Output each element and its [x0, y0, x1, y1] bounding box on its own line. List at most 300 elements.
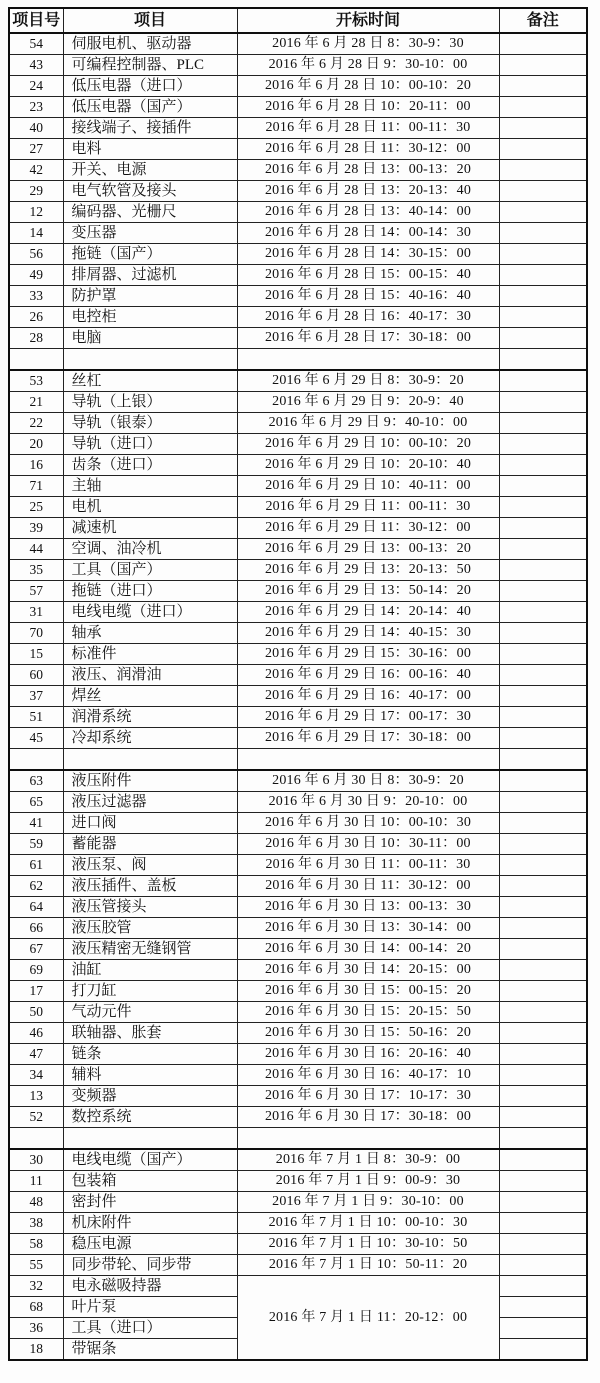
time-cell: 2016 年 6 月 30 日 16：40-17：10	[237, 1065, 499, 1086]
item-no-cell: 48	[9, 1192, 63, 1213]
table-row	[9, 623, 587, 644]
remark-cell	[499, 413, 587, 434]
time-cell: 2016 年 6 月 29 日 11：00-11：30	[237, 497, 499, 518]
remark-cell	[499, 518, 587, 539]
table-row	[9, 97, 587, 118]
item-no-cell: 47	[9, 1044, 63, 1065]
remark-cell	[499, 855, 587, 876]
time-cell: 2016 年 6 月 28 日 10：20-11：00	[237, 97, 499, 118]
remark-cell	[499, 1213, 587, 1234]
item-no-cell: 29	[9, 181, 63, 202]
time-cell: 2016 年 6 月 30 日 17：10-17：30	[237, 1086, 499, 1107]
time-cell: 2016 年 6 月 30 日 14：00-14：20	[237, 939, 499, 960]
remark-cell	[499, 602, 587, 623]
remark-cell	[499, 644, 587, 665]
time-cell: 2016 年 6 月 30 日 10：30-11：00	[237, 834, 499, 855]
item-name-cell: 密封件	[63, 1192, 237, 1213]
table-row	[9, 476, 587, 497]
time-cell: 2016 年 6 月 28 日 15：40-16：40	[237, 286, 499, 307]
table-row	[9, 939, 587, 960]
table-row	[9, 834, 587, 855]
remark-cell	[499, 1297, 587, 1318]
item-no-cell: 45	[9, 728, 63, 749]
table-row	[9, 328, 587, 349]
item-no-cell: 43	[9, 55, 63, 76]
item-no-cell: 69	[9, 960, 63, 981]
item-no-cell: 24	[9, 76, 63, 97]
item-name-cell: 电永磁吸持器	[63, 1276, 237, 1297]
time-cell: 2016 年 6 月 29 日 17：30-18：00	[237, 728, 499, 749]
item-name-cell: 液压管接头	[63, 897, 237, 918]
remark-cell	[499, 76, 587, 97]
table-row	[9, 813, 587, 834]
item-name-cell: 液压插件、盖板	[63, 876, 237, 897]
remark-cell	[499, 286, 587, 307]
item-no-cell: 61	[9, 855, 63, 876]
remark-cell	[499, 181, 587, 202]
time-cell: 2016 年 6 月 30 日 11：00-11：30	[237, 855, 499, 876]
separator-row	[9, 749, 587, 771]
item-no-cell: 30	[9, 1149, 63, 1171]
time-cell: 2016 年 6 月 30 日 16：20-16：40	[237, 1044, 499, 1065]
bid-schedule-table	[8, 7, 588, 1361]
item-name-cell: 工具（进口）	[63, 1318, 237, 1339]
time-cell: 2016 年 6 月 28 日 10：00-10：20	[237, 76, 499, 97]
item-no-cell: 14	[9, 223, 63, 244]
item-name-cell: 液压、润滑油	[63, 665, 237, 686]
item-name-cell: 包装箱	[63, 1171, 237, 1192]
item-name-cell: 焊丝	[63, 686, 237, 707]
item-name-cell: 接线端子、接插件	[63, 118, 237, 139]
time-cell: 2016 年 7 月 1 日 9：30-10：00	[237, 1192, 499, 1213]
item-cell	[63, 1128, 237, 1150]
remark-cell	[499, 328, 587, 349]
remark-cell	[499, 118, 587, 139]
item-name-cell: 液压过滤器	[63, 792, 237, 813]
remark-cell	[499, 665, 587, 686]
item-no-cell: 11	[9, 1171, 63, 1192]
table-row	[9, 497, 587, 518]
remark-cell	[499, 1192, 587, 1213]
table-row	[9, 728, 587, 749]
time-cell: 2016 年 6 月 29 日 10：00-10：20	[237, 434, 499, 455]
table-row	[9, 413, 587, 434]
remark-cell	[499, 1318, 587, 1339]
item-no-cell: 28	[9, 328, 63, 349]
time-cell: 2016 年 6 月 29 日 16：40-17：00	[237, 686, 499, 707]
item-name-cell: 稳压电源	[63, 1234, 237, 1255]
table-row	[9, 1171, 587, 1192]
item-no-cell: 49	[9, 265, 63, 286]
time-cell	[237, 1128, 499, 1150]
remark-cell	[499, 1086, 587, 1107]
remark-cell	[499, 392, 587, 413]
table-body	[9, 33, 587, 1360]
remark-cell	[499, 202, 587, 223]
table-row	[9, 434, 587, 455]
table-row	[9, 1107, 587, 1128]
time-cell: 2016 年 7 月 1 日 10：00-10：30	[237, 1213, 499, 1234]
item-name-cell: 齿条（进口）	[63, 455, 237, 476]
item-name-cell: 液压胶管	[63, 918, 237, 939]
header-item: 项目	[63, 8, 237, 33]
table-row	[9, 76, 587, 97]
item-name-cell: 油缸	[63, 960, 237, 981]
remark-cell	[499, 1339, 587, 1361]
time-cell: 2016 年 6 月 30 日 14：20-15：00	[237, 960, 499, 981]
item-name-cell: 液压泵、阀	[63, 855, 237, 876]
time-cell: 2016 年 6 月 28 日 14：00-14：30	[237, 223, 499, 244]
remark-cell	[499, 897, 587, 918]
item-name-cell: 导轨（进口）	[63, 434, 237, 455]
time-cell: 2016 年 6 月 28 日 15：00-15：40	[237, 265, 499, 286]
item-no-cell: 37	[9, 686, 63, 707]
item-no-cell: 32	[9, 1276, 63, 1297]
item-no-cell: 21	[9, 392, 63, 413]
remark-cell	[499, 160, 587, 181]
item-name-cell: 电线电缆（国产）	[63, 1149, 237, 1171]
item-name-cell: 主轴	[63, 476, 237, 497]
item-name-cell: 电气软管及接头	[63, 181, 237, 202]
time-cell: 2016 年 6 月 29 日 13：00-13：20	[237, 539, 499, 560]
item-no-cell: 38	[9, 1213, 63, 1234]
remark-cell	[499, 813, 587, 834]
table-row	[9, 55, 587, 76]
time-cell: 2016 年 6 月 30 日 10：00-10：30	[237, 813, 499, 834]
item-no-cell: 15	[9, 644, 63, 665]
table-row	[9, 981, 587, 1002]
time-cell: 2016 年 6 月 29 日 13：20-13：50	[237, 560, 499, 581]
item-no-cell: 51	[9, 707, 63, 728]
remark-cell	[499, 1128, 587, 1150]
item-name-cell: 电料	[63, 139, 237, 160]
item-name-cell: 机床附件	[63, 1213, 237, 1234]
item-no-cell: 42	[9, 160, 63, 181]
table-row	[9, 223, 587, 244]
table-row	[9, 202, 587, 223]
time-cell: 2016 年 6 月 29 日 15：30-16：00	[237, 644, 499, 665]
time-cell: 2016 年 6 月 30 日 17：30-18：00	[237, 1107, 499, 1128]
table-row	[9, 392, 587, 413]
remark-cell	[499, 792, 587, 813]
remark-cell	[499, 497, 587, 518]
header-remark: 备注	[499, 8, 587, 33]
table-row	[9, 1255, 587, 1276]
table-row	[9, 560, 587, 581]
table-row	[9, 602, 587, 623]
item-no-cell: 17	[9, 981, 63, 1002]
table-row	[9, 792, 587, 813]
item-name-cell: 电控柜	[63, 307, 237, 328]
table-row	[9, 286, 587, 307]
table-row	[9, 1192, 587, 1213]
item-name-cell: 液压精密无缝钢管	[63, 939, 237, 960]
item-name-cell: 变频器	[63, 1086, 237, 1107]
item-name-cell: 编码器、光栅尺	[63, 202, 237, 223]
item-name-cell: 链条	[63, 1044, 237, 1065]
item-name-cell: 同步带轮、同步带	[63, 1255, 237, 1276]
remark-cell	[499, 876, 587, 897]
remark-cell	[499, 223, 587, 244]
table-header	[9, 8, 587, 33]
time-cell: 2016 年 6 月 30 日 11：30-12：00	[237, 876, 499, 897]
item-no-cell: 50	[9, 1002, 63, 1023]
item-name-cell: 打刀缸	[63, 981, 237, 1002]
item-name-cell: 气动元件	[63, 1002, 237, 1023]
remark-cell	[499, 434, 587, 455]
item-no-cell: 71	[9, 476, 63, 497]
remark-cell	[499, 476, 587, 497]
table-row	[9, 139, 587, 160]
table-row	[9, 644, 587, 665]
table-row	[9, 307, 587, 328]
item-no-cell: 40	[9, 118, 63, 139]
remark-cell	[499, 1171, 587, 1192]
item-no-cell: 27	[9, 139, 63, 160]
item-no-cell: 56	[9, 244, 63, 265]
item-no-cell: 59	[9, 834, 63, 855]
table-row	[9, 244, 587, 265]
remark-cell	[499, 1023, 587, 1044]
item-name-cell: 进口阀	[63, 813, 237, 834]
item-cell	[63, 349, 237, 371]
remark-cell	[499, 1276, 587, 1297]
item-no-cell: 22	[9, 413, 63, 434]
item-no-cell: 70	[9, 623, 63, 644]
item-name-cell: 拖链（进口）	[63, 581, 237, 602]
table-row	[9, 181, 587, 202]
remark-cell	[499, 139, 587, 160]
item-name-cell: 电机	[63, 497, 237, 518]
time-cell: 2016 年 6 月 29 日 14：40-15：30	[237, 623, 499, 644]
time-cell: 2016 年 6 月 29 日 9：20-9：40	[237, 392, 499, 413]
time-cell: 2016 年 6 月 29 日 16：00-16：40	[237, 665, 499, 686]
time-cell: 2016 年 6 月 30 日 15：00-15：20	[237, 981, 499, 1002]
item-no-cell: 12	[9, 202, 63, 223]
table-row	[9, 897, 587, 918]
item-no-cell: 25	[9, 497, 63, 518]
time-cell: 2016 年 6 月 28 日 17：30-18：00	[237, 328, 499, 349]
time-cell: 2016 年 7 月 1 日 10：50-11：20	[237, 1255, 499, 1276]
separator-row	[9, 1128, 587, 1150]
item-name-cell: 辅料	[63, 1065, 237, 1086]
table-row	[9, 1234, 587, 1255]
item-name-cell: 可编程控制器、PLC	[63, 55, 237, 76]
table-row	[9, 960, 587, 981]
item-name-cell: 叶片泵	[63, 1297, 237, 1318]
remark-cell	[499, 686, 587, 707]
time-cell: 2016 年 6 月 28 日 9：30-10：00	[237, 55, 499, 76]
time-cell: 2016 年 6 月 29 日 9：40-10：00	[237, 413, 499, 434]
table-row	[9, 518, 587, 539]
item-no-cell: 64	[9, 897, 63, 918]
remark-cell	[499, 265, 587, 286]
table-row	[9, 1276, 587, 1297]
item-no-cell: 33	[9, 286, 63, 307]
item-no-cell: 62	[9, 876, 63, 897]
table-row	[9, 581, 587, 602]
item-no-cell: 26	[9, 307, 63, 328]
item-name-cell: 防护罩	[63, 286, 237, 307]
table-row	[9, 707, 587, 728]
time-cell: 2016 年 6 月 28 日 13：00-13：20	[237, 160, 499, 181]
item-name-cell: 开关、电源	[63, 160, 237, 181]
item-no-cell: 65	[9, 792, 63, 813]
item-no-cell: 53	[9, 370, 63, 392]
no-cell	[9, 349, 63, 371]
item-name-cell: 拖链（国产）	[63, 244, 237, 265]
merged-time-cell: 2016 年 7 月 1 日 11：20-12：00	[237, 1276, 499, 1361]
remark-cell	[499, 1149, 587, 1171]
remark-cell	[499, 981, 587, 1002]
time-cell: 2016 年 6 月 28 日 8：30-9：30	[237, 33, 499, 55]
item-name-cell: 数控系统	[63, 1107, 237, 1128]
remark-cell	[499, 455, 587, 476]
item-no-cell: 46	[9, 1023, 63, 1044]
time-cell: 2016 年 6 月 30 日 15：50-16：20	[237, 1023, 499, 1044]
remark-cell	[499, 1107, 587, 1128]
time-cell: 2016 年 6 月 29 日 17：00-17：30	[237, 707, 499, 728]
item-name-cell: 导轨（银泰）	[63, 413, 237, 434]
table-row	[9, 770, 587, 792]
remark-cell	[499, 623, 587, 644]
time-cell: 2016 年 6 月 29 日 13：50-14：20	[237, 581, 499, 602]
table-row	[9, 265, 587, 286]
time-cell: 2016 年 6 月 28 日 11：00-11：30	[237, 118, 499, 139]
item-no-cell: 60	[9, 665, 63, 686]
remark-cell	[499, 1065, 587, 1086]
item-no-cell: 39	[9, 518, 63, 539]
time-cell: 2016 年 6 月 29 日 11：30-12：00	[237, 518, 499, 539]
remark-cell	[499, 33, 587, 55]
table-row	[9, 918, 587, 939]
header-item-no: 项目号	[9, 8, 63, 33]
header-open-time: 开标时间	[237, 8, 499, 33]
header-row	[9, 8, 587, 33]
item-no-cell: 41	[9, 813, 63, 834]
remark-cell	[499, 539, 587, 560]
item-name-cell: 变压器	[63, 223, 237, 244]
item-name-cell: 排屑器、过滤机	[63, 265, 237, 286]
time-cell: 2016 年 6 月 29 日 14：20-14：40	[237, 602, 499, 623]
remark-cell	[499, 55, 587, 76]
table-row	[9, 118, 587, 139]
table-row	[9, 1002, 587, 1023]
remark-cell	[499, 560, 587, 581]
time-cell: 2016 年 6 月 28 日 14：30-15：00	[237, 244, 499, 265]
no-cell	[9, 749, 63, 771]
remark-cell	[499, 834, 587, 855]
table-row	[9, 665, 587, 686]
remark-cell	[499, 244, 587, 265]
item-no-cell: 57	[9, 581, 63, 602]
table-row	[9, 876, 587, 897]
time-cell: 2016 年 6 月 30 日 13：30-14：00	[237, 918, 499, 939]
remark-cell	[499, 97, 587, 118]
table-row	[9, 1065, 587, 1086]
item-no-cell: 67	[9, 939, 63, 960]
item-name-cell: 空调、油冷机	[63, 539, 237, 560]
item-no-cell: 23	[9, 97, 63, 118]
item-no-cell: 16	[9, 455, 63, 476]
time-cell: 2016 年 6 月 29 日 10：40-11：00	[237, 476, 499, 497]
remark-cell	[499, 707, 587, 728]
table-row	[9, 539, 587, 560]
item-no-cell: 55	[9, 1255, 63, 1276]
item-name-cell: 伺服电机、驱动器	[63, 33, 237, 55]
item-name-cell: 标准件	[63, 644, 237, 665]
time-cell: 2016 年 7 月 1 日 10：30-10：50	[237, 1234, 499, 1255]
time-cell: 2016 年 6 月 29 日 8：30-9：20	[237, 370, 499, 392]
item-name-cell: 工具（国产）	[63, 560, 237, 581]
item-no-cell: 31	[9, 602, 63, 623]
remark-cell	[499, 918, 587, 939]
item-no-cell: 18	[9, 1339, 63, 1361]
table-row	[9, 1086, 587, 1107]
no-cell	[9, 1128, 63, 1150]
item-no-cell: 13	[9, 1086, 63, 1107]
table-row	[9, 855, 587, 876]
item-no-cell: 66	[9, 918, 63, 939]
item-name-cell: 轴承	[63, 623, 237, 644]
item-no-cell: 52	[9, 1107, 63, 1128]
item-name-cell: 电脑	[63, 328, 237, 349]
item-name-cell: 丝杠	[63, 370, 237, 392]
time-cell: 2016 年 7 月 1 日 8：30-9：00	[237, 1149, 499, 1171]
remark-cell	[499, 370, 587, 392]
item-name-cell: 减速机	[63, 518, 237, 539]
item-no-cell: 20	[9, 434, 63, 455]
time-cell: 2016 年 6 月 28 日 11：30-12：00	[237, 139, 499, 160]
item-no-cell: 34	[9, 1065, 63, 1086]
item-no-cell: 68	[9, 1297, 63, 1318]
separator-row	[9, 349, 587, 371]
remark-cell	[499, 939, 587, 960]
remark-cell	[499, 1002, 587, 1023]
table-row	[9, 686, 587, 707]
item-no-cell: 63	[9, 770, 63, 792]
remark-cell	[499, 960, 587, 981]
remark-cell	[499, 1255, 587, 1276]
table-row	[9, 370, 587, 392]
item-name-cell: 低压电器（国产）	[63, 97, 237, 118]
item-no-cell: 58	[9, 1234, 63, 1255]
time-cell: 2016 年 7 月 1 日 9：00-9：30	[237, 1171, 499, 1192]
item-no-cell: 35	[9, 560, 63, 581]
time-cell: 2016 年 6 月 30 日 9：20-10：00	[237, 792, 499, 813]
time-cell: 2016 年 6 月 28 日 16：40-17：30	[237, 307, 499, 328]
remark-cell	[499, 1234, 587, 1255]
remark-cell	[499, 770, 587, 792]
table-row	[9, 1044, 587, 1065]
time-cell	[237, 349, 499, 371]
item-name-cell: 冷却系统	[63, 728, 237, 749]
table-row	[9, 455, 587, 476]
item-name-cell: 联轴器、胀套	[63, 1023, 237, 1044]
time-cell: 2016 年 6 月 30 日 13：00-13：30	[237, 897, 499, 918]
table-row	[9, 1023, 587, 1044]
item-name-cell: 蓄能器	[63, 834, 237, 855]
item-no-cell: 44	[9, 539, 63, 560]
time-cell: 2016 年 6 月 30 日 8：30-9：20	[237, 770, 499, 792]
remark-cell	[499, 728, 587, 749]
time-cell: 2016 年 6 月 28 日 13：40-14：00	[237, 202, 499, 223]
remark-cell	[499, 749, 587, 771]
item-cell	[63, 749, 237, 771]
item-name-cell: 导轨（上银）	[63, 392, 237, 413]
time-cell	[237, 749, 499, 771]
time-cell: 2016 年 6 月 29 日 10：20-10：40	[237, 455, 499, 476]
